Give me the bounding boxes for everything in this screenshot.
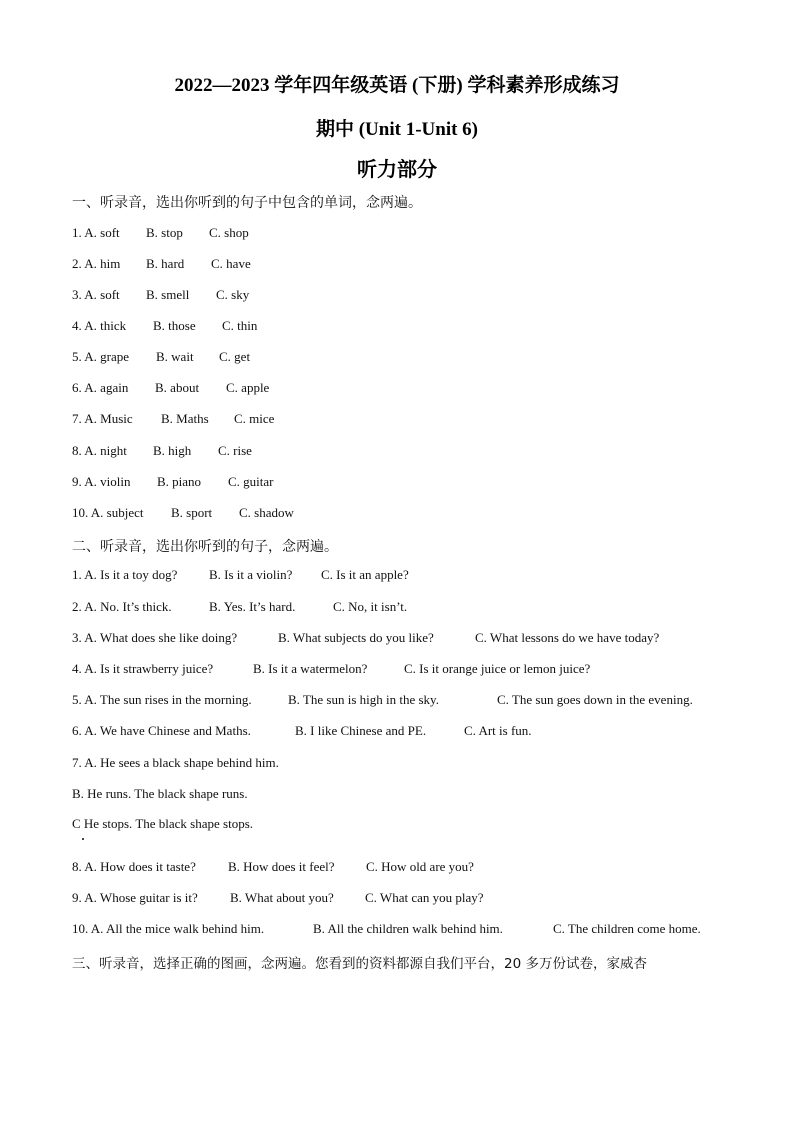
option-c: C. How old are you? (366, 859, 474, 874)
part1-heading: 一、听录音，选出你听到的句子中包含的单词，念两遍。 (72, 195, 422, 211)
option-c: C. The sun goes down in the evening. (497, 692, 693, 707)
option-b: B. piano (157, 474, 202, 489)
section-title: 听力部分 (357, 159, 437, 181)
option-c: C. Is it orange juice or lemon juice? (404, 661, 591, 676)
option-b: B. wait (156, 349, 194, 364)
option-b: B. I like Chinese and PE. (295, 723, 427, 738)
part3-heading: 三、听录音，选择正确的图画，念两遍。您看到的资料都源自我们平台，20 多万份试卷，家威杏 (72, 956, 647, 972)
option-c: C. get (219, 349, 251, 364)
option-b: B. those (153, 318, 196, 333)
option-a: 8. A. night (72, 443, 127, 458)
option-a: 9. A. Whose guitar is it? (72, 890, 198, 905)
option-c: C. apple (226, 380, 270, 395)
stray-dot (82, 838, 84, 840)
option-c: C. Is it an apple? (321, 567, 409, 582)
option-c: C. mice (234, 411, 275, 426)
option-c: C. shadow (239, 505, 294, 520)
option-c: C. shop (209, 225, 249, 240)
option-a: 7. A. He sees a black shape behind him. (72, 755, 279, 770)
option-b: B. Is it a watermelon? (253, 661, 368, 676)
option-b: B. What subjects do you like? (278, 630, 434, 645)
option-b: B. What about you? (230, 890, 334, 905)
option-c: C. No, it isn’t. (333, 599, 408, 614)
option-c: C. have (211, 256, 251, 271)
option-b: B. The sun is high in the sky. (288, 692, 439, 707)
exam-title: 2022—2023 学年四年级英语 (下册) 学科素养形成练习 (174, 75, 620, 96)
option-c: C. sky (216, 287, 250, 302)
option-b: B. smell (146, 287, 190, 302)
exam-subtitle: 期中 (Unit 1-Unit 6) (315, 119, 479, 140)
option-a: 6. A. again (72, 380, 129, 395)
option-c: C He stops. The black shape stops. (72, 816, 254, 831)
option-a: 5. A. The sun rises in the morning. (72, 692, 252, 707)
option-b: B. He runs. The black shape runs. (72, 786, 248, 801)
option-b: B. about (155, 380, 200, 395)
option-b: B. Maths (161, 411, 209, 426)
option-b: B. sport (171, 505, 213, 520)
option-a: 10. A. All the mice walk behind him. (72, 921, 265, 936)
option-a: 6. A. We have Chinese and Maths. (72, 723, 251, 738)
option-b: B. All the children walk behind him. (313, 921, 503, 936)
option-a: 8. A. How does it taste? (72, 859, 196, 874)
option-a: 4. A. thick (72, 318, 127, 333)
option-a: 5. A. grape (72, 349, 130, 364)
option-a: 10. A. subject (72, 505, 144, 520)
option-b: B. high (153, 443, 192, 458)
part2-heading: 二、听录音，选出你听到的句子，念两遍。 (72, 539, 338, 555)
option-a: 2. A. him (72, 256, 121, 271)
option-b: B. Yes. It’s hard. (209, 599, 296, 614)
option-a: 7. A. Music (72, 411, 133, 426)
option-c: C. What can you play? (365, 890, 484, 905)
option-b: B. hard (146, 256, 185, 271)
option-a: 9. A. violin (72, 474, 131, 489)
option-a: 1. A. Is it a toy dog? (72, 567, 178, 582)
option-a: 4. A. Is it strawberry juice? (72, 661, 214, 676)
option-c: C. guitar (228, 474, 274, 489)
option-a: 1. A. soft (72, 225, 120, 240)
option-b: B. How does it feel? (228, 859, 335, 874)
option-a: 3. A. What does she like doing? (72, 630, 238, 645)
option-b: B. stop (146, 225, 183, 240)
option-c: C. thin (222, 318, 258, 333)
option-c: C. Art is fun. (464, 723, 532, 738)
option-a: 3. A. soft (72, 287, 120, 302)
option-c: C. rise (218, 443, 252, 458)
option-c: C. What lessons do we have today? (475, 630, 660, 645)
option-a: 2. A. No. It’s thick. (72, 599, 172, 614)
option-b: B. Is it a violin? (209, 567, 293, 582)
option-c: C. The children come home. (553, 921, 701, 936)
